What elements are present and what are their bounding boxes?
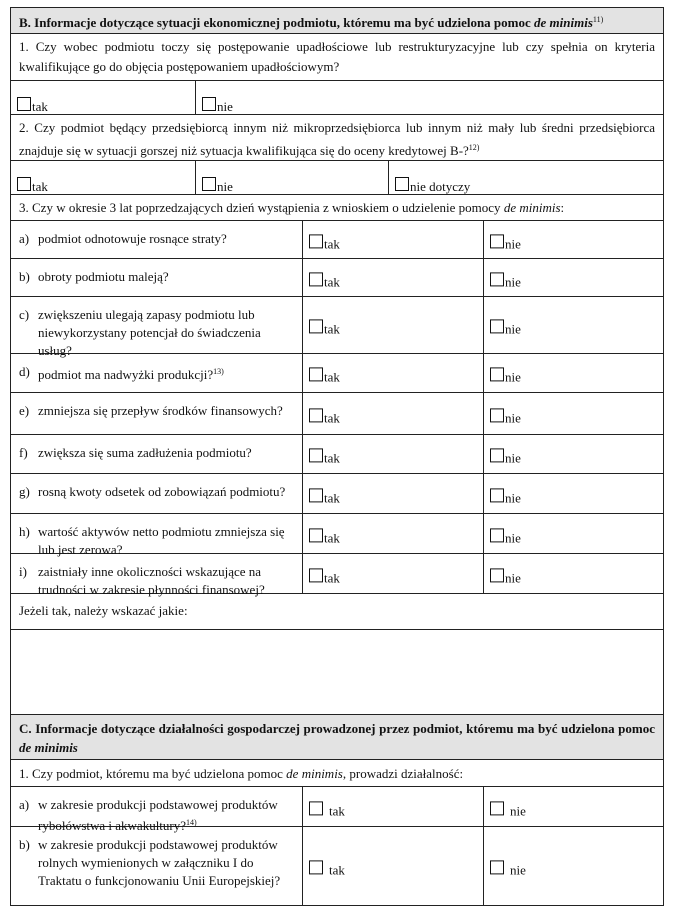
c-item-no-cell [483,827,663,905]
b3-item-letter: g) [19,484,30,499]
b-question-1-text: 1. Czy wobec podmiotu toczy się postępowanie upadłościowe lub restrukturyzacyjne lub czy spełnia on kryteria kwalifikujące go do objęcia postępowaniem upadłościowym? [19,39,655,74]
c-item-yes-option[interactable]: tak [309,860,345,874]
b3-item-no-cell [483,221,663,258]
b3-item-text: podmiot ma nadwyżki produkcji?$^{13)}$ [38,367,224,382]
b3-item-text: rosną kwoty odsetek od zobowiązań podmiotu? [38,484,286,499]
b3-item-yes-option[interactable]: tak [309,319,340,333]
b3-item-row [11,514,663,557]
checkbox-icon[interactable] [202,97,216,111]
b3-item-question-cell [11,435,302,473]
b3-item-row [11,354,663,393]
c-item-yes-cell [302,787,483,826]
b3-item-no-option[interactable]: nie [490,488,521,502]
b3-item-letter: h) [19,524,30,539]
checkbox-icon[interactable] [490,528,504,542]
b-if-yes-label: Jeżeli tak, należy wskazać jakie: [19,603,188,618]
b3-item-yes-cell [302,514,483,553]
c-item-yes-cell [302,827,483,905]
b3-item-yes-option[interactable]: tak [309,272,340,286]
checkbox-icon[interactable] [309,234,323,248]
checkbox-icon[interactable] [309,319,323,333]
b3-item-no-cell [483,474,663,513]
b3-item-no-cell [483,393,663,434]
b3-item-letter: i) [19,564,27,579]
b3-item-yes-cell [302,435,483,473]
c-question-1-text: 1. Czy podmiot, któremu ma być udzielona pomoc [19,766,287,781]
b3-item-yes-option[interactable]: tak [309,448,340,462]
b1-yes-cell [11,81,195,114]
checkbox-icon[interactable] [309,860,323,874]
b-if-yes-field[interactable] [11,629,663,715]
b3-item-no-option[interactable]: nie [490,568,521,582]
b2-yes-cell [11,161,195,194]
b-question-2-text: 2. Czy podmiot będący przedsiębiorcą innym niż mikroprzedsiębiorca lub innym niż mały lub średni przedsiębiorca znajduje się w sytuacji gorszej niż sytuacja kwalifikująca się do oceny kredytowej B-? [19,120,655,158]
b3-item-text: zaistniały inne okoliczności wskazujące na trudności w zakresie płynności finansowej? [38,564,265,597]
b2-no-option[interactable]: nie [202,177,233,191]
checkbox-icon[interactable] [490,568,504,582]
b3-item-letter: b) [19,269,30,284]
b3-item-row [11,554,663,597]
b3-item-no-option[interactable]: nie [490,528,521,542]
b3-item-no-cell [483,259,663,296]
section-b-title-em: de minimis [534,15,593,30]
section-b-footnote: 11) [592,15,604,24]
checkbox-icon[interactable] [309,801,323,815]
b3-item-letter: d) [19,364,30,379]
b3-item-row [11,221,663,259]
b-question-1 [11,34,663,81]
b3-item-letter: e) [19,403,30,418]
b3-item-yes-cell [302,474,483,513]
b3-item-yes-option[interactable]: tak [309,408,340,422]
b3-item-text: zmniejsza się przepływ środków finansowych? [38,403,283,418]
b3-item-yes-option[interactable]: tak [309,234,340,248]
section-c-header [11,715,663,760]
b3-item-no-cell [483,554,663,593]
checkbox-icon[interactable] [202,177,216,191]
b3-item-no-cell [483,297,663,353]
checkbox-icon[interactable] [309,448,323,462]
b3-item-text: wartość aktywów netto podmiotu zmniejsza się lub jest zerowa? [38,524,285,557]
b3-item-text: podmiot odnotowuje rosnące straty? [38,231,227,246]
b3-item-question-cell [11,259,302,296]
checkbox-icon[interactable] [490,448,504,462]
b3-item-row [11,474,663,514]
b3-item-yes-option[interactable]: tak [309,367,340,381]
b2-na-cell [388,161,663,194]
b3-item-letter: a) [19,231,30,246]
checkbox-icon[interactable] [490,319,504,333]
checkbox-icon[interactable] [309,528,323,542]
checkbox-icon[interactable] [490,367,504,381]
b1-yes-option[interactable]: tak [17,97,48,111]
b3-item-yes-cell [302,221,483,258]
b3-item-yes-cell [302,354,483,392]
b3-item-row [11,297,663,358]
section-c-title-em: de minimis [19,740,78,755]
checkbox-icon[interactable] [17,97,31,111]
c-item-letter: b) [19,837,30,852]
checkbox-icon[interactable] [395,177,409,191]
b3-item-no-cell [483,354,663,392]
b2-yes-option[interactable]: tak [17,177,48,191]
b3-item-no-option[interactable]: nie [490,272,521,286]
b3-item-question-cell [11,554,302,597]
b3-item-yes-cell [302,297,483,353]
b2-no-cell [195,161,388,194]
checkbox-icon[interactable] [490,860,504,874]
section-b-header [11,8,663,34]
checkbox-icon[interactable] [17,177,31,191]
b3-item-question-cell [11,474,302,513]
b1-no-cell [195,81,663,114]
b-question-1-answers [11,81,663,115]
b3-item-no-cell [483,435,663,473]
c-item-question-cell [11,787,302,833]
c-question-1: 1. Czy podmiot, któremu ma być udzielona pomoc de minimis, prowadzi działalność: [11,760,663,787]
b-question-2-footnote: 12) [468,143,480,152]
section-b-title: B. Informacje dotyczące sytuacji ekonomicznej podmiotu, któremu ma być udzielona pomoc [19,15,535,30]
c-item-row [11,827,663,906]
checkbox-icon[interactable] [309,568,323,582]
b3-item-no-cell [483,514,663,553]
b3-item-no-option[interactable]: nie [490,448,521,462]
b-question-2 [11,115,663,161]
b3-item-question-cell [11,354,302,392]
b3-item-text: obroty podmiotu maleją? [38,269,169,284]
checkbox-icon[interactable] [309,367,323,381]
c-item-text: w zakresie produkcji podstawowej produktów rolnych wymienionych w załączniku I do Traktatu o funkcjonowaniu Unii Europejskiej? [38,837,281,888]
b3-item-question-cell [11,514,302,557]
b3-item-yes-option[interactable]: tak [309,528,340,542]
checkbox-icon[interactable] [490,801,504,815]
b3-item-no-option[interactable]: nie [490,319,521,333]
b3-item-yes-option[interactable]: tak [309,488,340,502]
b-question-2-answers [11,161,663,195]
c-item-no-option[interactable]: nie [490,860,526,874]
b3-item-yes-cell [302,259,483,296]
checkbox-icon[interactable] [309,408,323,422]
checkbox-icon[interactable] [309,488,323,502]
b3-item-yes-option[interactable]: tak [309,568,340,582]
b2-na-option[interactable]: nie dotyczy [395,177,470,191]
c-item-question-cell [11,827,302,905]
b3-item-question-cell [11,297,302,358]
b3-item-no-option[interactable]: nie [490,408,521,422]
form-table [10,7,664,906]
b3-item-letter: f) [19,445,28,460]
b-question-3-text: 3. Czy w okresie 3 lat poprzedzających dzień wystąpienia z wnioskiem o udzielenie pomocy [19,200,504,215]
b-if-yes-block [11,594,663,629]
c-item-no-cell [483,787,663,826]
section-c-title: C. Informacje dotyczące działalności gospodarczej prowadzonej przez podmiot, któremu ma być udzielona pomoc [19,721,655,736]
c-item-text: w zakresie produkcji podstawowej produktów rybołówstwa i akwakultury?$^{14)}$ [38,797,278,833]
b-question-3: 3. Czy w okresie 3 lat poprzedzających dzień wystąpienia z wnioskiem o udzielenie pomocy de minimis: [11,195,663,221]
b3-item-question-cell [11,221,302,258]
c-question-1-items [11,787,663,906]
c-item-row [11,787,663,833]
b3-item-row [11,435,663,474]
b3-item-letter: c) [19,307,30,322]
checkbox-icon[interactable] [490,488,504,502]
b1-no-option[interactable]: nie [202,97,233,111]
b3-item-yes-cell [302,393,483,434]
checkbox-icon[interactable] [490,272,504,286]
c-item-no-option[interactable]: nie [490,801,526,815]
c-item-yes-option[interactable]: tak [309,801,345,815]
b-question-3-items [11,221,663,597]
b3-item-no-option[interactable]: nie [490,234,521,248]
b3-item-text: zwiększeniu ulegają zapasy podmiotu lub niewykorzystany potencjał do świadczenia usług? [38,307,261,358]
b3-item-row [11,393,663,435]
b3-item-row [11,259,663,297]
b3-item-question-cell [11,393,302,434]
c-item-letter: a) [19,797,30,812]
b3-item-text: zwiększa się suma zadłużenia podmiotu? [38,445,252,460]
checkbox-icon[interactable] [309,272,323,286]
checkbox-icon[interactable] [490,408,504,422]
b3-item-no-option[interactable]: nie [490,367,521,381]
checkbox-icon[interactable] [490,234,504,248]
b3-item-yes-cell [302,554,483,593]
